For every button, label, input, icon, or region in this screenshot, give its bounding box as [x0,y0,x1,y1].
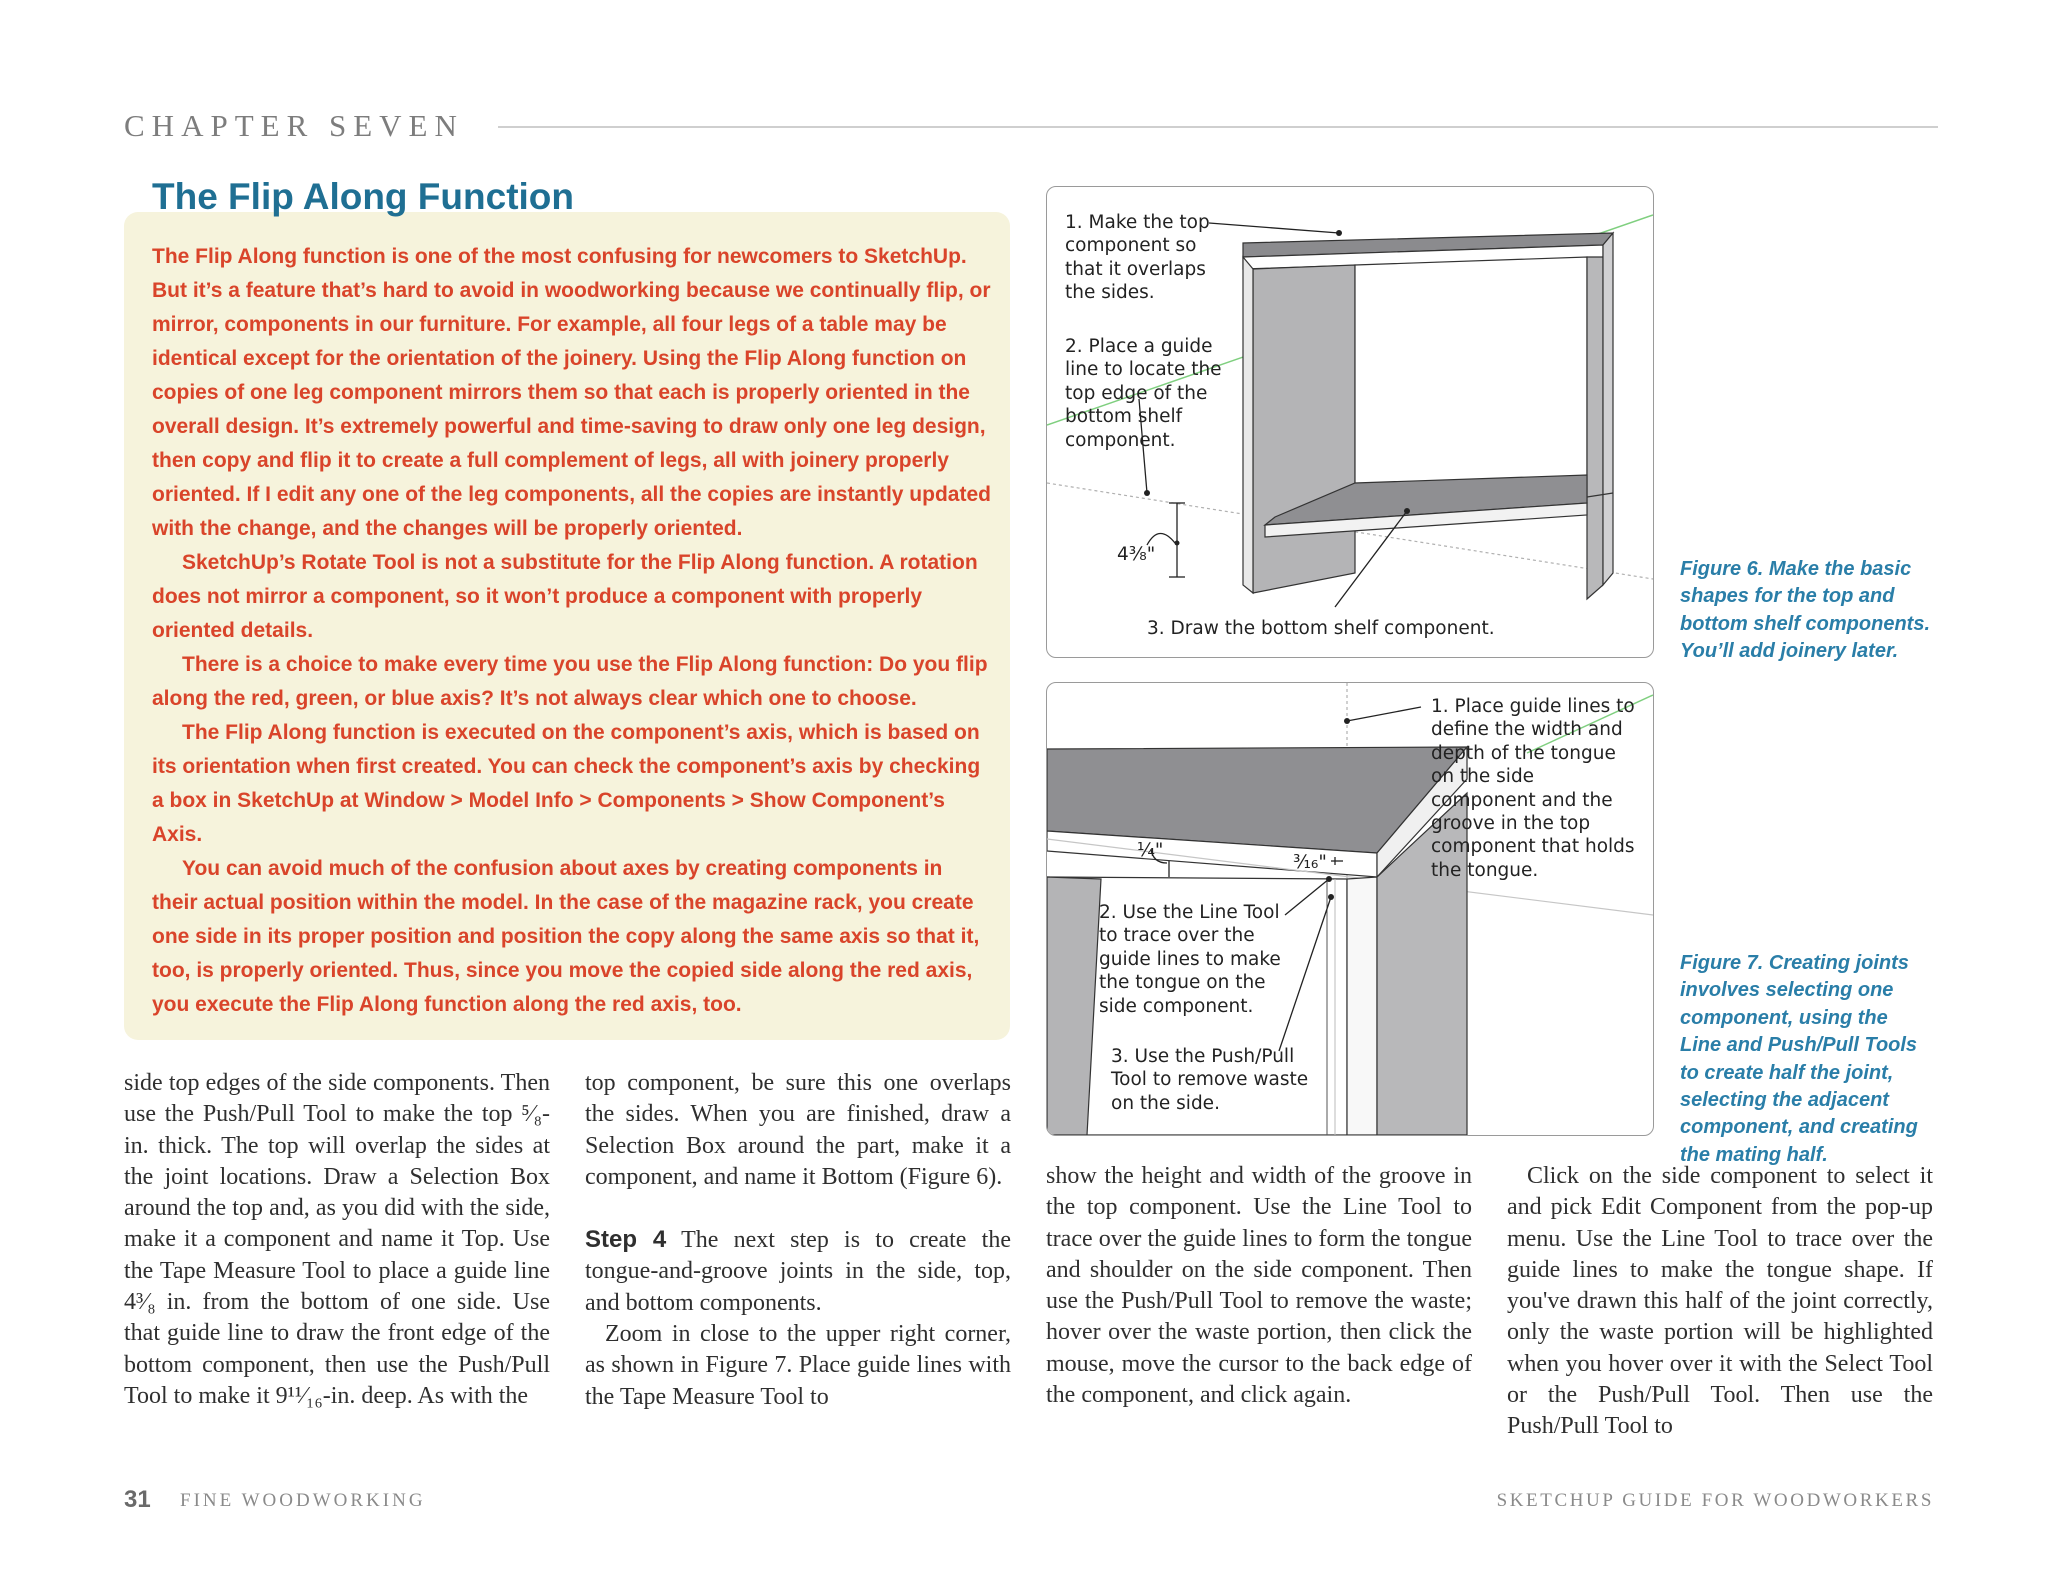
sidebar-text [152,240,992,1022]
figure-7-illustration [1046,682,1654,1136]
figure-6-callout-3: 3. Draw the bottom shelf component. [1147,618,1495,639]
sidebar-paragraph: There is a choice to make every time you use the Flip Along function: Do you flip along the red, green, or blue axis? It’s not always clear which one to choose. [152,653,988,710]
sidebar-paragraph: SketchUp’s Rotate Tool is not a substitute for the Flip Along function. A rotation does not mirror a component, so it won’t produce a component with properly oriented details. [152,551,978,642]
body-column-2 [585,1068,1011,1413]
header-rule [498,126,1938,128]
figure-6-callout-1: 1. Make the top component so that it overlaps the sides. [1065,212,1210,304]
body-paragraph: top component, be sure this one overlaps the sides. When you are finished, draw a Selection Box around the part, make it a component, and name it Bottom (Figure 6). [585,1070,1011,1190]
figure-6-illustration [1046,186,1654,658]
footer-book-title: SKETCHUP GUIDE FOR WOODWORKERS [1496,1490,1934,1511]
body-paragraph: Zoom in close to the upper right corner, as shown in Figure 7. Place guide lines with the Tape Measure Tool to [585,1321,1011,1410]
figure-7-dimension-left: ¹⁄₄" [1137,840,1164,861]
body-paragraph: show the height and width of the groove in the top component. Use the Line Tool to trace over the guide lines to form the tongue and shoulder on the side component. Then use the Push/Pull Tool to remove the waste; hover over the waste portion, then click the mouse, move the cursor to the back edge of the component, and click again. [1046,1163,1472,1409]
step-4-text: The next step is to create the tongue-and-groove joints in the side, top, and bottom components. [585,1227,1011,1316]
figure-7-caption [1680,950,1930,1169]
sidebar-paragraph: The Flip Along function is one of the most confusing for newcomers to SketchUp. But it’s a feature that’s hard to avoid in woodworking because we continually flip, or mirror, components in our furniture. For example, all four legs of a table may be identical except for the orientation of the joinery. Using the Flip Along function on copies of one leg component mirrors them so that each is properly oriented in the overall design. It’s extremely powerful and time-saving to draw only one leg design, then copy and flip it to create a full complement of legs, all with joinery properly oriented. If I edit any one of the leg components, all the copies are instantly updated with the change, and the changes will be properly oriented. [152,245,991,540]
figure-6-caption-text: Make the basic shapes for the top and bottom shelf components. You’ll add joinery later. [1680,558,1930,663]
figure-6-callout-2: 2. Place a guide line to locate the top edge of the bottom shelf component. [1065,336,1222,451]
figure-7-caption-label: Figure 7. [1680,952,1764,974]
body-column-1 [124,1068,550,1412]
figure-7-callout-1: 1. Place guide lines to define the width and depth of the tongue on the side component and the groove in the top component that holds the tongue. [1431,696,1635,881]
step-4-label: Step 4 [585,1226,667,1254]
step-4-paragraph [585,1224,1011,1319]
chapter-label: CHAPTER SEVEN [124,108,464,143]
figure-7-callout-2: 2. Use the Line Tool to trace over the guide lines to make the tongue on the side component. [1099,902,1281,1017]
figure-7-dimension-right: ³⁄₁₆" [1293,852,1327,873]
figure-6-caption [1680,556,1930,666]
body-column-3 [1046,1161,1472,1411]
figure-7-caption-text: Creating joints involves selecting one component, using the Line and Push/Pull Tools to create half the joint, selecting the adjacent component, and creating the mating half. [1680,952,1918,1166]
page-number: 31 [124,1486,151,1513]
sidebar-paragraph: The Flip Along function is executed on the component’s axis, which is based on its orientation when first created. You can check the component’s axis by checking a box in SketchUp at Window > Model Info > Components > Show Component’s Axis. [152,721,981,846]
body-paragraph: Click on the side component to select it and pick Edit Component from the pop-up menu. Use the Line Tool to trace over the guide lines to make the tongue shape. If you've drawn this half of the joint correctly, only the waste portion will be highlighted when you hover over it with the Select Tool or the Push/Pull Tool. Then use the Push/Pull Tool to [1507,1163,1933,1440]
sidebar-title: The Flip Along Function [152,176,574,217]
body-paragraph: side top edges of the side components. Then use the Push/Pull Tool to make the top ⁵⁄₈-in. thick. The top will overlap the sides at the joint locations. Draw a Selection Box around the top and, as you did with the side, make it a component and name it Top. Use the Tape Measure Tool to place a guide line 4³⁄₈ in. from the bottom of one side. Use that guide line to draw the front edge of the bottom component, then use the Push/Pull Tool to make it 9¹¹⁄₁₆-in. deep. As with the [124,1070,550,1409]
footer-publication: FINE WOODWORKING [180,1490,426,1511]
body-column-4 [1507,1161,1933,1443]
sidebar-paragraph: You can avoid much of the confusion about axes by creating components in their actual position within the model. In the case of the magazine rack, you create one side in its proper position and position the copy along the same axis so that it, too, is properly oriented. Thus, since you move the copied side along the red axis, you execute the Flip Along function along the red axis, too. [152,857,980,1016]
figure-7-callout-3: 3. Use the Push/Pull Tool to remove waste on the side. [1111,1046,1309,1114]
figure-6-dimension-label: 4³⁄₈" [1117,544,1156,565]
figure-6-caption-label: Figure 6. [1680,558,1764,580]
